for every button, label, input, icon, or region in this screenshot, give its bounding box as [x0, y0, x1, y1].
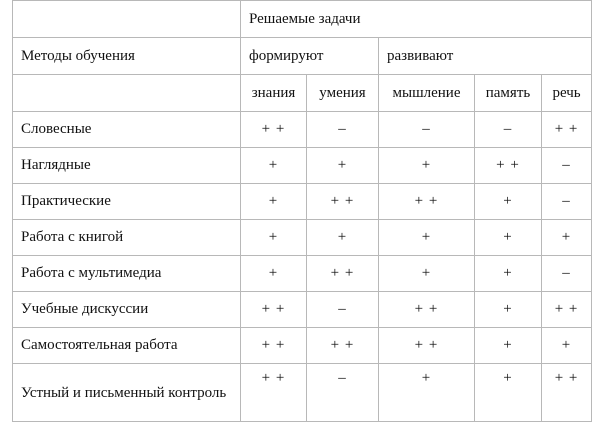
cell-skills: + +: [307, 184, 379, 220]
cell-skills: +: [307, 148, 379, 184]
cell-memory: +: [475, 220, 542, 256]
cell-speech: –: [542, 148, 592, 184]
table-row: [13, 148, 592, 184]
column-header-knowledge: знания: [241, 75, 307, 112]
cell-memory: +: [475, 328, 542, 364]
cell-memory: +: [475, 292, 542, 328]
method-name: Наглядные: [13, 148, 241, 184]
cell-knowledge: +: [241, 184, 307, 220]
column-header-thinking: мышление: [379, 75, 475, 112]
cell-thinking: +: [379, 148, 475, 184]
cell-thinking: + +: [379, 328, 475, 364]
method-name: Практические: [13, 184, 241, 220]
method-name: Работа с мультимедиа: [13, 256, 241, 292]
cell-memory: +: [475, 256, 542, 292]
column-header-memory: память: [475, 75, 542, 112]
cell-knowledge: + +: [241, 292, 307, 328]
cell-knowledge: + +: [241, 328, 307, 364]
header-methods: Методы обучения: [13, 38, 241, 75]
cell-knowledge: +: [241, 148, 307, 184]
cell-memory: + +: [475, 148, 542, 184]
header-forms: формируют: [241, 38, 379, 75]
cell-skills: + +: [307, 256, 379, 292]
methods-table-container: [12, 0, 592, 422]
header-tasks: Решаемые задачи: [241, 1, 592, 38]
cell-knowledge: + +: [241, 112, 307, 148]
table-row: [13, 220, 592, 256]
cell-skills: –: [307, 112, 379, 148]
method-name: Устный и письменный контроль: [13, 364, 241, 422]
table-row: [13, 184, 592, 220]
header-develops: развивают: [379, 38, 592, 75]
table-row: [13, 256, 592, 292]
method-name: Учебные дискуссии: [13, 292, 241, 328]
column-header-skills: умения: [307, 75, 379, 112]
cell-thinking: +: [379, 220, 475, 256]
method-name: Работа с книгой: [13, 220, 241, 256]
header-row-groups: [13, 38, 592, 75]
cell-thinking: –: [379, 112, 475, 148]
table-row: [13, 112, 592, 148]
cell-thinking: +: [379, 364, 475, 422]
teaching-methods-table: [12, 0, 592, 422]
table-row: [13, 292, 592, 328]
header-empty-cell: [13, 75, 241, 112]
cell-memory: +: [475, 364, 542, 422]
header-row-columns: [13, 75, 592, 112]
cell-skills: –: [307, 364, 379, 422]
cell-memory: +: [475, 184, 542, 220]
cell-speech: –: [542, 256, 592, 292]
method-name: Самостоятельная работа: [13, 328, 241, 364]
cell-thinking: +: [379, 256, 475, 292]
cell-speech: –: [542, 184, 592, 220]
cell-speech: +: [542, 328, 592, 364]
cell-speech: + +: [542, 364, 592, 422]
column-header-speech: речь: [542, 75, 592, 112]
cell-memory: –: [475, 112, 542, 148]
cell-knowledge: +: [241, 220, 307, 256]
cell-speech: + +: [542, 112, 592, 148]
header-row-tasks: [13, 1, 592, 38]
cell-speech: + +: [542, 292, 592, 328]
cell-thinking: + +: [379, 292, 475, 328]
method-name: Словесные: [13, 112, 241, 148]
cell-skills: + +: [307, 328, 379, 364]
cell-skills: –: [307, 292, 379, 328]
header-empty-cell: [13, 1, 241, 38]
table-row: [13, 364, 592, 422]
cell-knowledge: + +: [241, 364, 307, 422]
cell-speech: +: [542, 220, 592, 256]
table-row: [13, 328, 592, 364]
cell-knowledge: +: [241, 256, 307, 292]
cell-skills: +: [307, 220, 379, 256]
cell-thinking: + +: [379, 184, 475, 220]
